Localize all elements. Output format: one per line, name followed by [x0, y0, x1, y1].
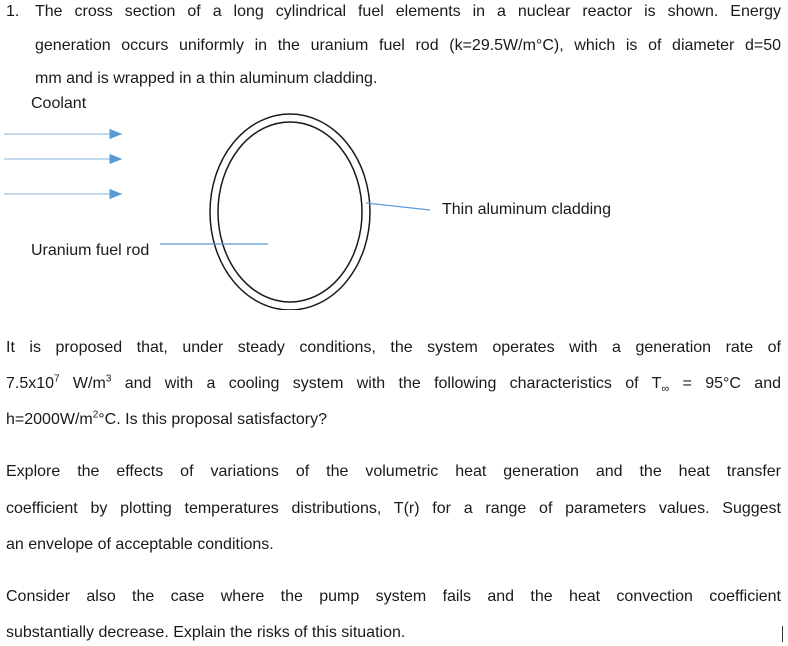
t-infinity-subscript: ∞ [661, 383, 670, 396]
cooling-characteristics-text: and with a cooling system with the following characteristics of T [111, 375, 662, 392]
proposal-question: °C. Is this proposal satisfactory? [98, 411, 327, 428]
para1-line-3 [6, 410, 327, 430]
para2-line-2: coefficient by plotting temperatures distributions, T(r) for a range of parameters values. Suggest [6, 500, 781, 517]
para1-line-1: It is proposed that, under steady conditions, the system operates with a generation rate of [6, 339, 781, 356]
h-value-base: h=2000W/m [6, 411, 93, 428]
text-cursor [782, 626, 783, 642]
intro-line-1: The cross section of a long cylindrical fuel elements in a nuclear reactor is shown. Energy [35, 3, 781, 20]
cladding-label: Thin aluminum cladding [442, 201, 611, 218]
cladding-outer-ellipse [210, 114, 370, 310]
para2-line-3: an envelope of acceptable conditions. [6, 536, 274, 553]
fuel-element-diagram [0, 95, 788, 310]
para2-line-1: Explore the effects of variations of the volumetric heat generation and the heat transfer [6, 463, 781, 480]
generation-rate-base: 7.5x10 [6, 375, 55, 392]
t-infinity-value: = 95°C and [669, 375, 781, 392]
h-value-exponent: 2 [92, 409, 99, 421]
generation-rate-unit-exponent: 3 [105, 373, 112, 385]
fuel-rod-label: Uranium fuel rod [31, 242, 150, 259]
problem-number: 1. [6, 3, 20, 20]
para1-line-2 [6, 374, 781, 399]
coolant-label: Coolant [31, 95, 87, 112]
cladding-leader-line [366, 203, 430, 210]
generation-rate-exponent: 7 [54, 373, 60, 385]
intro-line-2: generation occurs uniformly in the uranium fuel rod (k=29.5W/m°C), which is of diameter d=50 [35, 37, 781, 54]
para3-line-1: Consider also the case where the pump system fails and the heat convection coefficient [6, 588, 781, 605]
generation-rate-unit: W/m [59, 375, 106, 392]
fuel-rod-ellipse [218, 122, 362, 302]
para3-line-2: substantially decrease. Explain the risks of this situation. [6, 624, 406, 641]
intro-line-3: mm and is wrapped in a thin aluminum cladding. [35, 70, 378, 87]
